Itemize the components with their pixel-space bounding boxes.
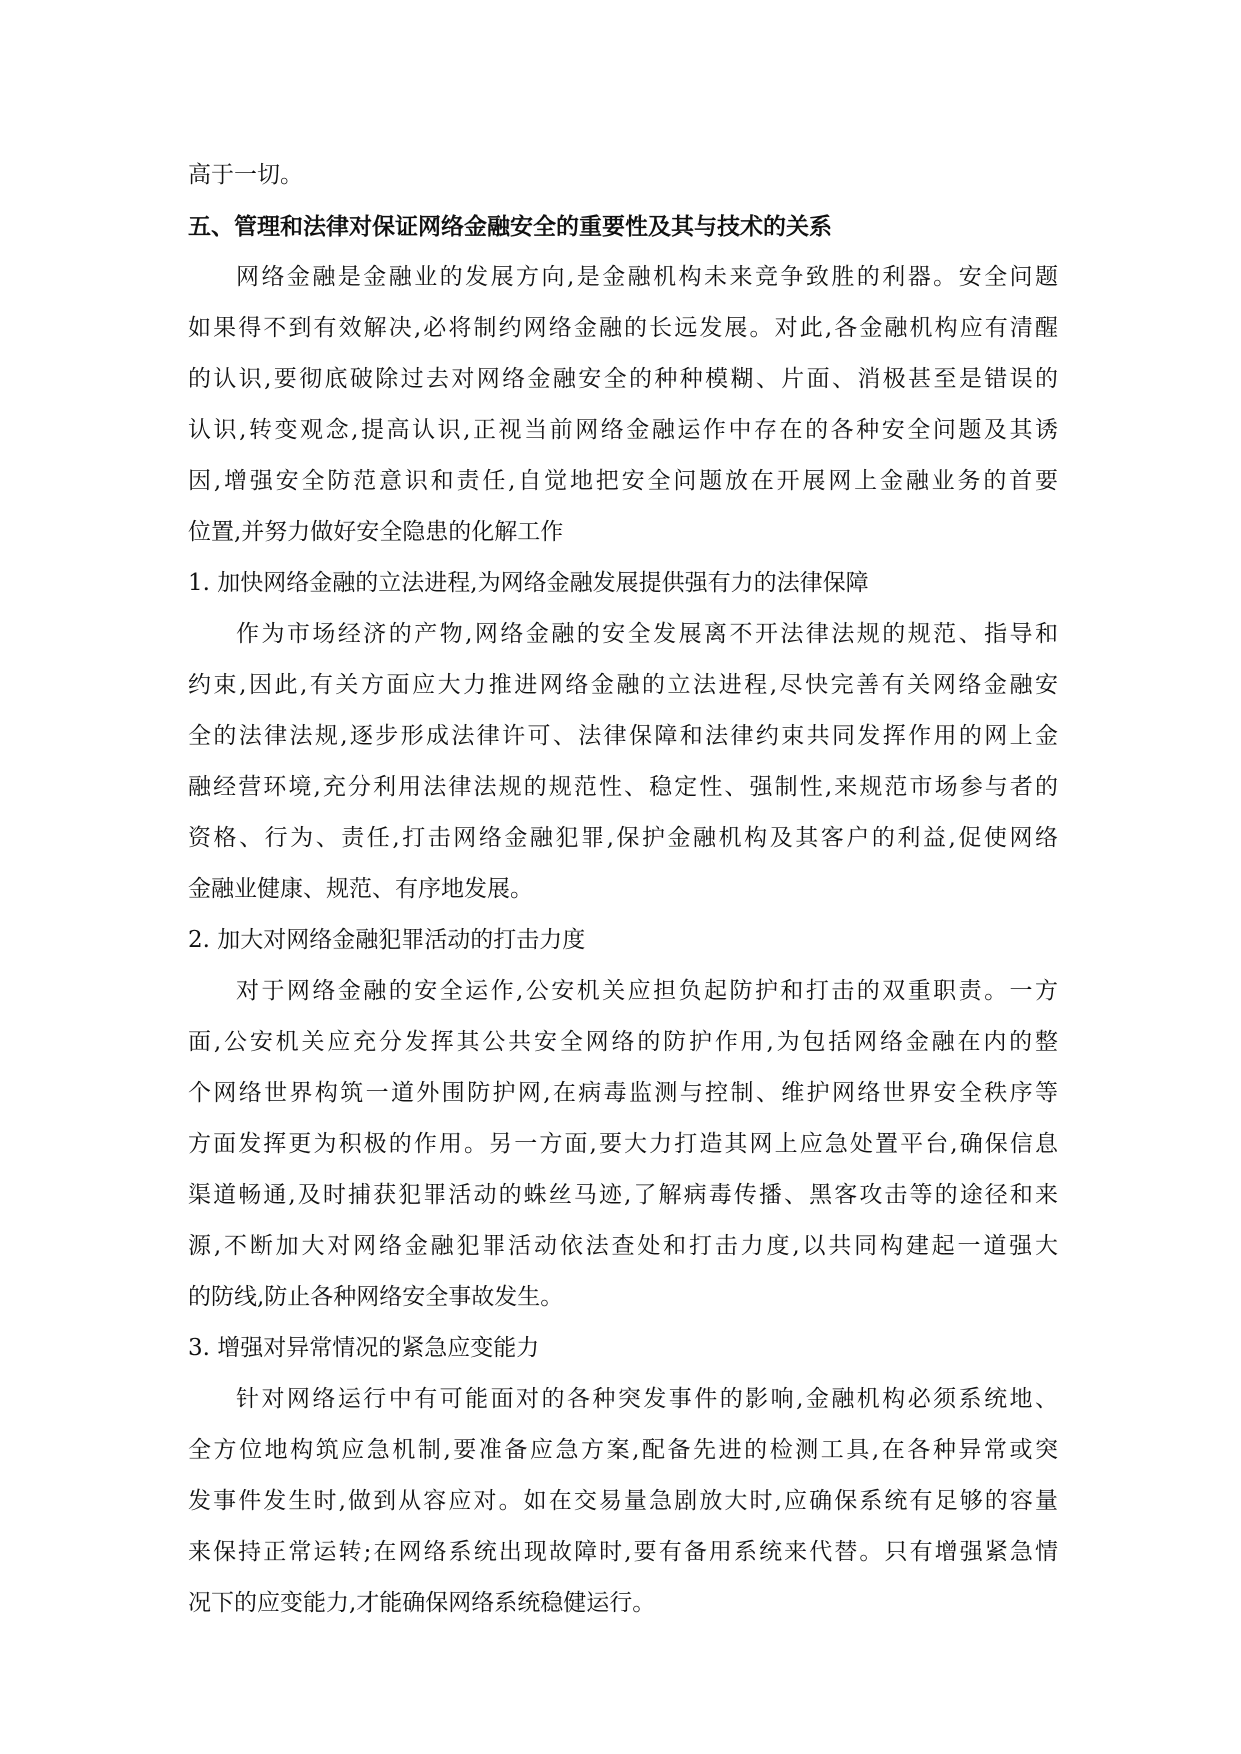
paragraph-line: 位置,并努力做好安全隐患的化解工作 bbox=[188, 519, 564, 545]
paragraph-line: 全的法律法规,逐步形成法律许可、法律保障和法律约束共同发挥作用的网上金 bbox=[188, 723, 1058, 749]
subsection-heading-1: 1. 加快网络金融的立法进程,为网络金融发展提供强有力的法律保障 bbox=[188, 570, 869, 596]
paragraph-line: 针对网络运行中有可能面对的各种突发事件的影响,金融机构必须系统地、 bbox=[236, 1386, 1058, 1412]
paragraph-line: 因,增强安全防范意识和责任,自觉地把安全问题放在开展网上金融业务的首要 bbox=[188, 468, 1058, 494]
subsection-heading-3: 3. 增强对异常情况的紧急应变能力 bbox=[188, 1335, 540, 1361]
paragraph-line: 约束,因此,有关方面应大力推进网络金融的立法进程,尽快完善有关网络金融安 bbox=[188, 672, 1058, 698]
document-page bbox=[188, 150, 1058, 1629]
paragraph-line: 融经营环境,充分利用法律法规的规范性、稳定性、强制性,来规范市场参与者的 bbox=[188, 774, 1058, 800]
paragraph-line: 渠道畅通,及时捕获犯罪活动的蛛丝马迹,了解病毒传播、黑客攻击等的途径和来 bbox=[188, 1182, 1058, 1208]
subsection-heading-2: 2. 加大对网络金融犯罪活动的打击力度 bbox=[188, 927, 586, 953]
paragraph-line: 况下的应变能力,才能确保网络系统稳健运行。 bbox=[188, 1590, 656, 1616]
paragraph-line: 方面发挥更为积极的作用。另一方面,要大力打造其网上应急处置平台,确保信息 bbox=[188, 1131, 1058, 1157]
intro-line: 高于一切。 bbox=[188, 162, 303, 188]
paragraph-line: 对于网络金融的安全运作,公安机关应担负起防护和打击的双重职责。一方 bbox=[236, 978, 1058, 1004]
paragraph-line: 发事件发生时,做到从容应对。如在交易量急剧放大时,应确保系统有足够的容量 bbox=[188, 1488, 1058, 1514]
paragraph-line: 面,公安机关应充分发挥其公共安全网络的防护作用,为包括网络金融在内的整 bbox=[188, 1029, 1058, 1055]
paragraph-line: 作为市场经济的产物,网络金融的安全发展离不开法律法规的规范、指导和 bbox=[236, 621, 1058, 647]
paragraph-line: 资格、行为、责任,打击网络金融犯罪,保护金融机构及其客户的利益,促使网络 bbox=[188, 825, 1058, 851]
paragraph-line: 的认识,要彻底破除过去对网络金融安全的种种模糊、片面、消极甚至是错误的 bbox=[188, 366, 1058, 392]
paragraph-line: 网络金融是金融业的发展方向,是金融机构未来竞争致胜的利器。安全问题 bbox=[236, 264, 1058, 290]
section-heading-5: 五、管理和法律对保证网络金融安全的重要性及其与技术的关系 bbox=[188, 213, 832, 240]
paragraph-line: 全方位地构筑应急机制,要准备应急方案,配备先进的检测工具,在各种异常或突 bbox=[188, 1437, 1058, 1463]
paragraph-line: 源,不断加大对网络金融犯罪活动依法查处和打击力度,以共同构建起一道强大 bbox=[188, 1233, 1058, 1259]
paragraph-line: 的防线,防止各种网络安全事故发生。 bbox=[188, 1284, 564, 1310]
paragraph-line: 金融业健康、规范、有序地发展。 bbox=[188, 876, 533, 902]
paragraph-line: 个网络世界构筑一道外围防护网,在病毒监测与控制、维护网络世界安全秩序等 bbox=[188, 1080, 1058, 1106]
paragraph-line: 如果得不到有效解决,必将制约网络金融的长远发展。对此,各金融机构应有清醒 bbox=[188, 315, 1058, 341]
paragraph-line: 来保持正常运转;在网络系统出现故障时,要有备用系统来代替。只有增强紧急情 bbox=[188, 1539, 1058, 1565]
paragraph-line: 认识,转变观念,提高认识,正视当前网络金融运作中存在的各种安全问题及其诱 bbox=[188, 417, 1058, 443]
